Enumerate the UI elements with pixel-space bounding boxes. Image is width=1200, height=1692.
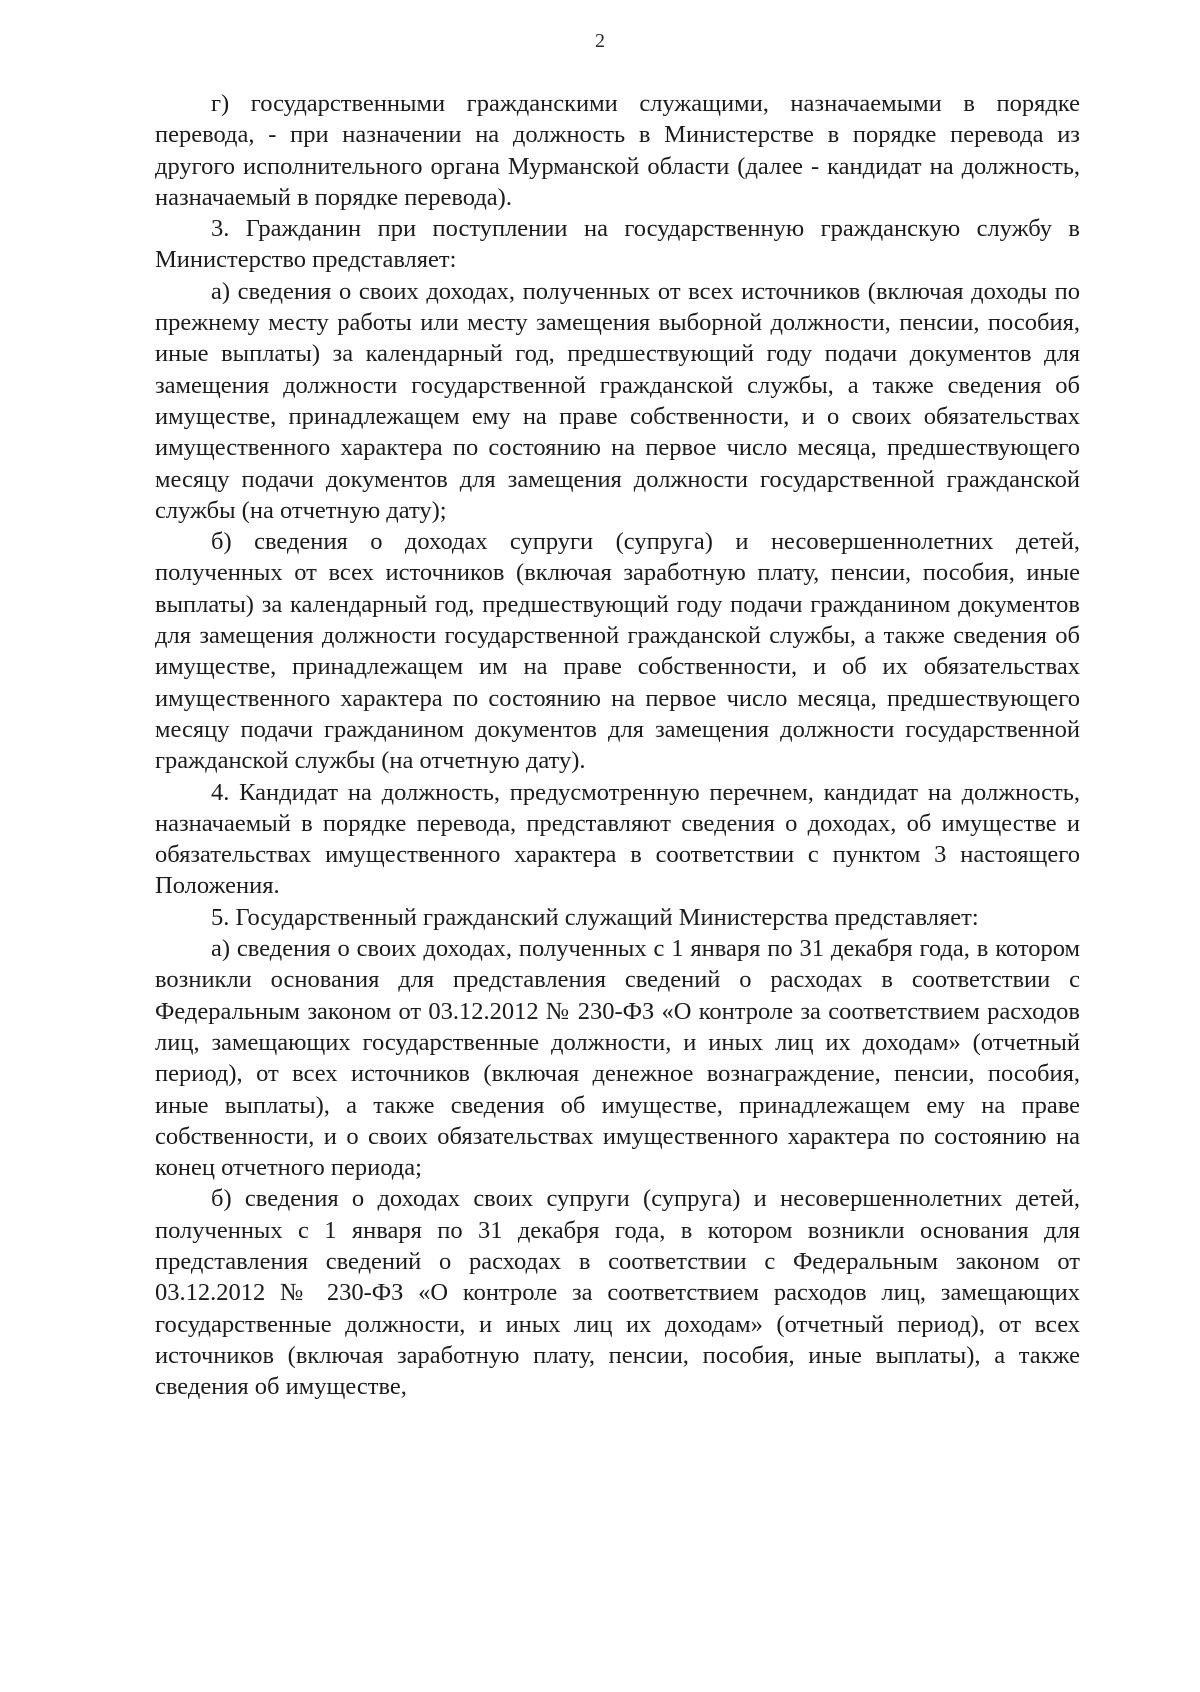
document-body xyxy=(155,88,1080,1402)
paragraph-item-3b: б) сведения о доходах супруги (супруга) и несовершеннолетних детей, полученных от всех источников (включая заработную плату, пенсии, пособия, иные выплаты) за календарный год, предшествующий году подачи гражданином документов для замещения должности государственной гражданской службы, а также сведения об имуществе, принадлежащем им на праве собственности, и об их обязательствах имущественного характера по состоянию на первое число месяца, предшествующего месяцу подачи гражданином документов для замещения должности государственной гражданской службы (на отчетную дату). xyxy=(155,528,1080,775)
paragraph-section-4: 4. Кандидат на должность, предусмотренную перечнем, кандидат на должность, назначаемый в порядке перевода, представляют сведения о доходах, об имуществе и обязательствах имущественного характера в соответствии с пунктом 3 настоящего Положения. xyxy=(155,778,1080,900)
paragraph-item-3a: а) сведения о своих доходах, полученных от всех источников (включая доходы по прежнему месту работы или месту замещения выборной должности, пенсии, пособия, иные выплаты) за календарный год, предшествующий году подачи документов для замещения должности государственной гражданской службы, а также сведения об имуществе, принадлежащем ему на праве собственности, и о своих обязательствах имущественного характера по состоянию на первое число месяца, предшествующего месяцу подачи документов для замещения должности государственной гражданской службы (на отчетную дату); xyxy=(155,277,1080,524)
paragraph-section-3: 3. Гражданин при поступлении на государственную гражданскую службу в Министерство представляет: xyxy=(155,215,1080,274)
paragraph-section-5: 5. Государственный гражданский служащий Министерства представляет: xyxy=(211,903,979,931)
page-number: 2 xyxy=(595,30,605,52)
paragraph-item-g: г) государственными гражданскими служащими, назначаемыми в порядке перевода, - при назначении на должность в Министерстве в порядке перевода из другого исполнительного органа Мурманской области (далее - кандидат на должность, назначаемый в порядке перевода). xyxy=(155,90,1080,211)
paragraph-item-5a: а) сведения о своих доходах, полученных с 1 января по 31 декабря года, в котором возникли основания для представления сведений о расходах в соответствии с Федеральным законом от 03.12.2012 № 230-ФЗ «О контроле за соответствием расходов лиц, замещающих государственные должности, и иных лиц их доходам» (отчетный период), от всех источников (включая денежное вознаграждение, пенсии, пособия, иные выплаты), а также сведения об имуществе, принадлежащем ему на праве собственности, и о своих обязательствах имущественного характера по состоянию на конец отчетного периода; xyxy=(155,935,1080,1182)
paragraph-item-5b: б) сведения о доходах своих супруги (супруга) и несовершеннолетних детей, полученных с 1 января по 31 декабря года, в котором возникли основания для представления сведений о расходах в соответствии с Федеральным законом от 03.12.2012 № 230-ФЗ «О контроле за соответствием расходов лиц, замещающих государственные должности, и иных лиц их доходам» (отчетный период), от всех источников (включая заработную плату, пенсии, пособия, иные выплаты), а также сведения об имуществе, xyxy=(155,1185,1080,1401)
